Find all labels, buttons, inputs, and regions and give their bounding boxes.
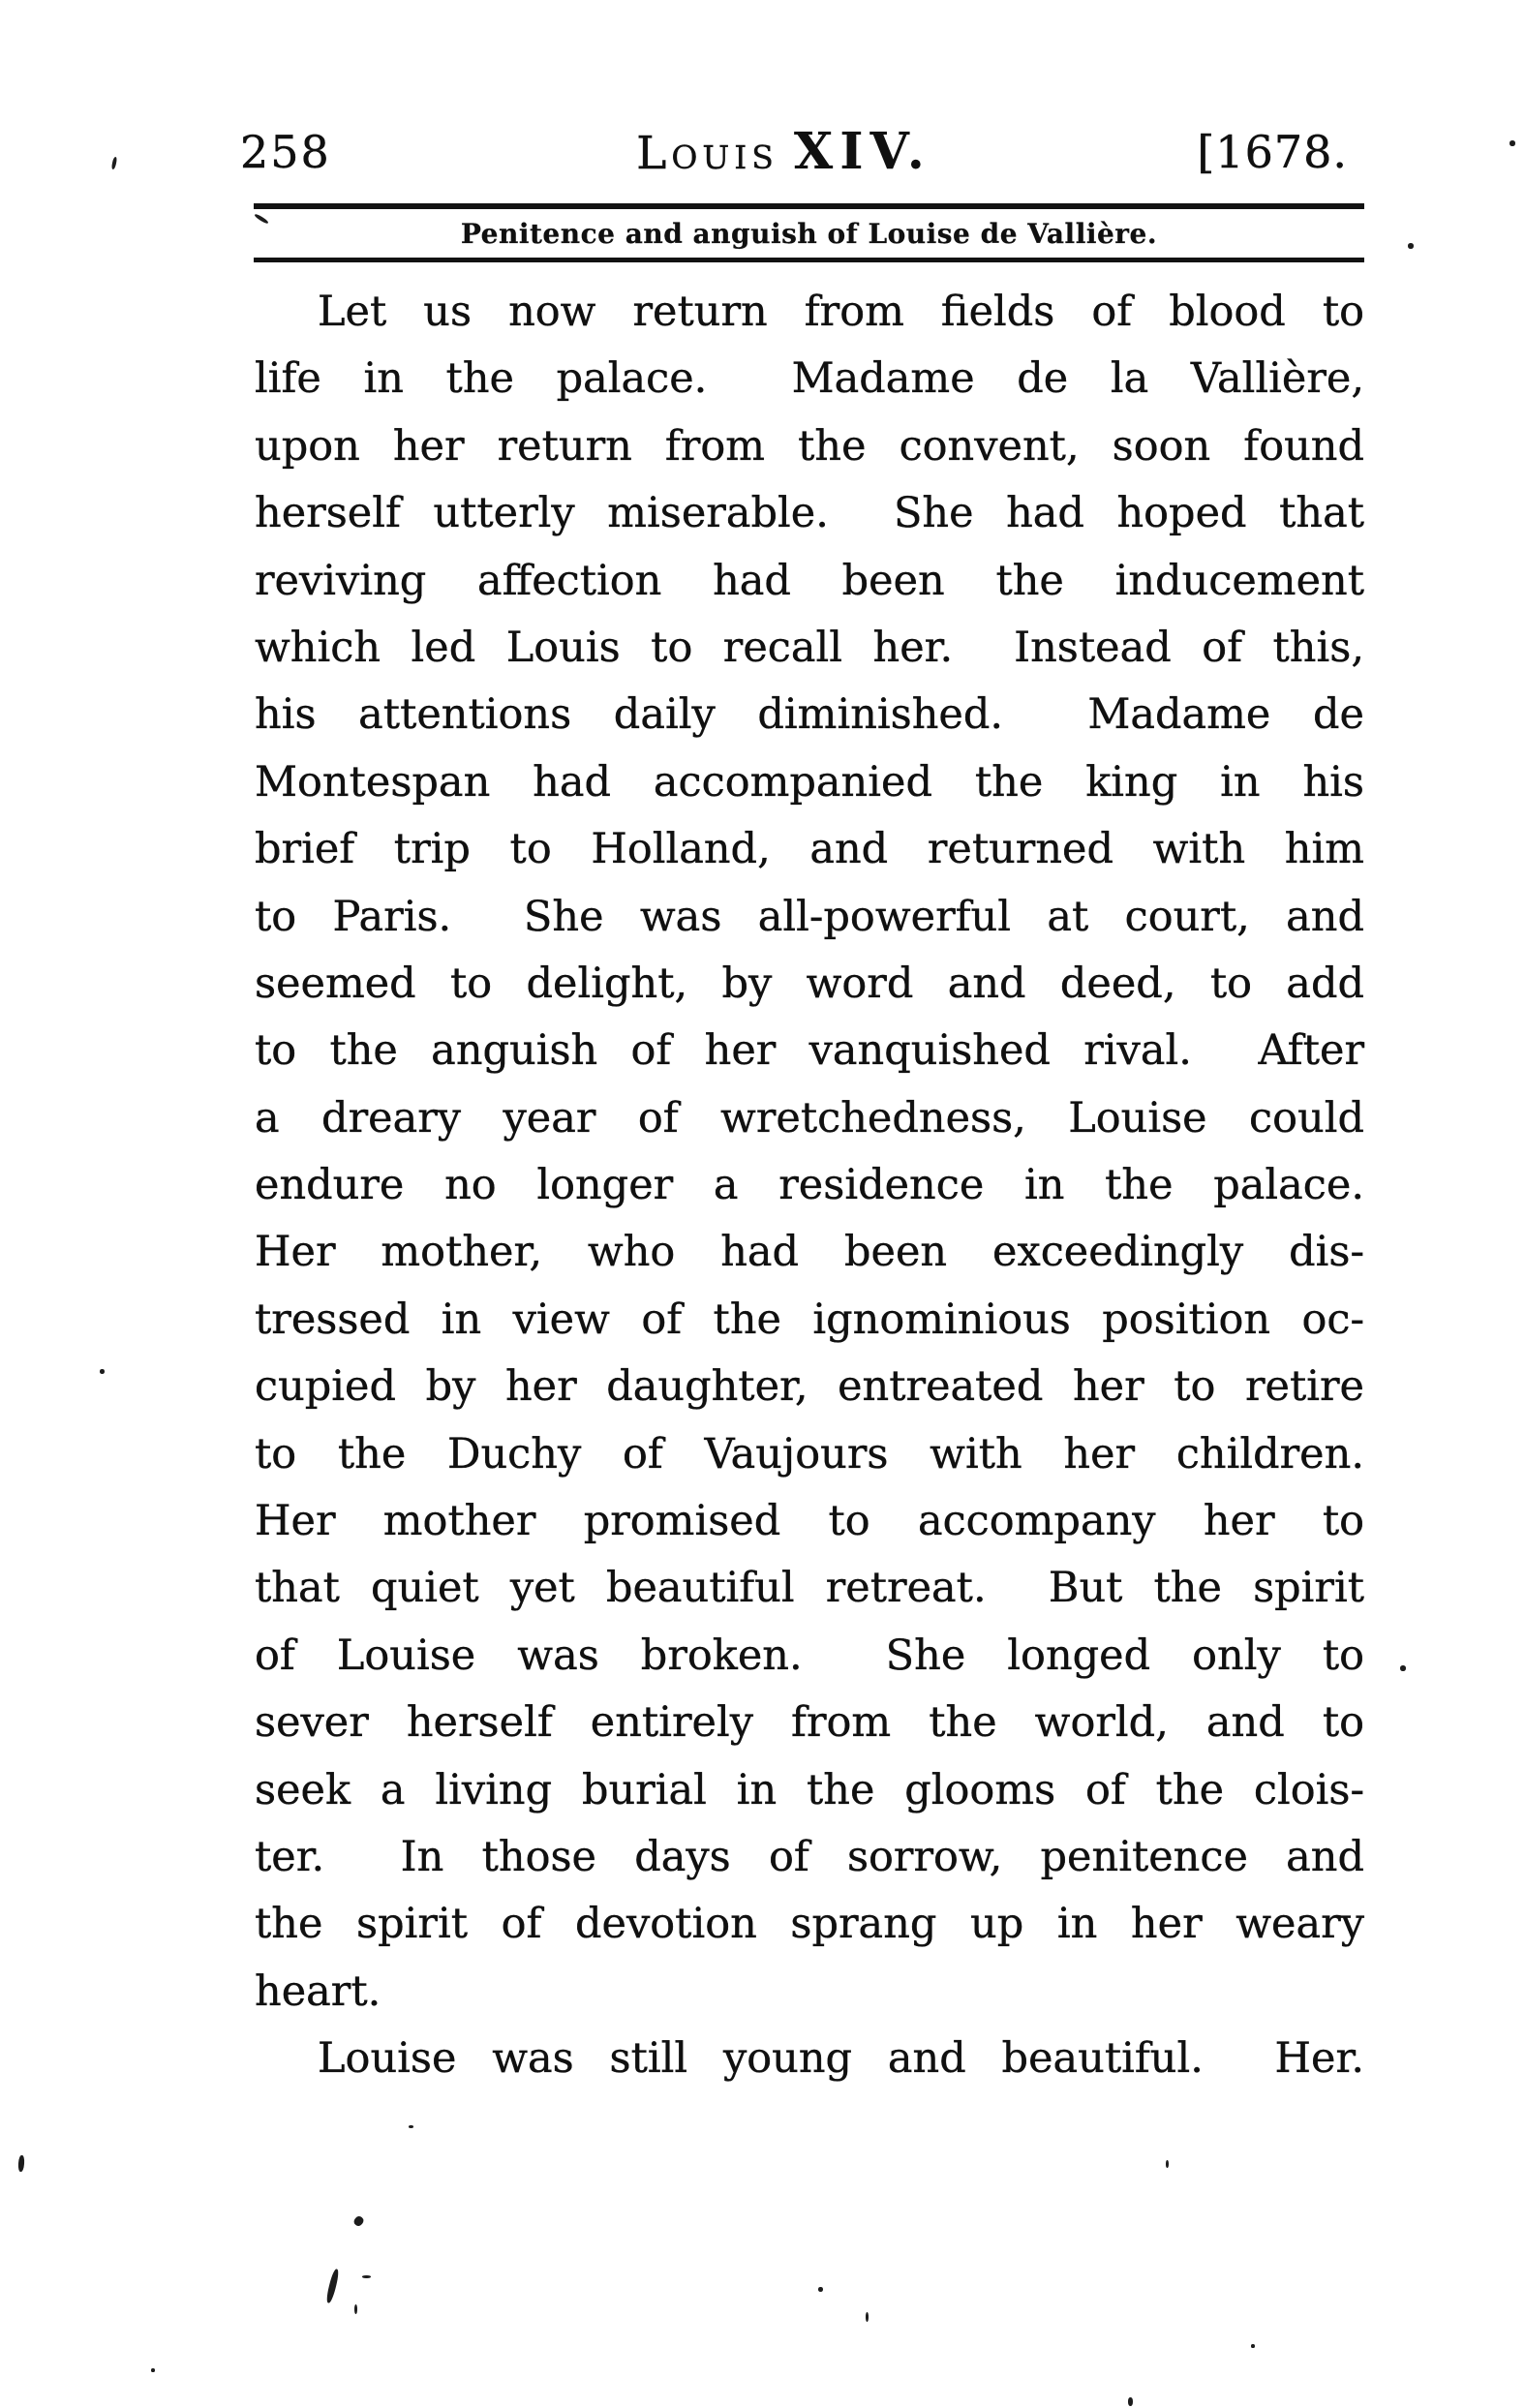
scan-speck bbox=[1510, 140, 1515, 146]
scan-speck bbox=[354, 2304, 357, 2314]
page-number: 258 bbox=[240, 126, 331, 178]
scan-speck bbox=[1166, 2160, 1169, 2168]
scan-speck bbox=[1400, 1665, 1406, 1671]
book-title-numeral: XIV. bbox=[793, 122, 931, 181]
running-header bbox=[0, 122, 1525, 180]
book-title-name: Louis bbox=[636, 127, 778, 180]
scan-speck bbox=[151, 2368, 155, 2372]
text-line: heart. bbox=[255, 1966, 381, 2016]
text-line: that quiet yet beautiful retreat. But the spirit bbox=[255, 1564, 1364, 1613]
text-line: sever herself entirely from the world, and to bbox=[255, 1698, 1364, 1748]
text-line: seemed to delight, by word and deed, to add bbox=[255, 959, 1364, 1008]
section-heading: Penitence and anguish of Louise de Vallière. bbox=[460, 218, 1158, 250]
text-line: reviving affection had been the inducement bbox=[255, 556, 1364, 605]
text-line: to the anguish of her vanquished rival. After bbox=[255, 1026, 1364, 1076]
text-line: his attentions daily diminished. Madame de bbox=[255, 690, 1364, 740]
text-line: Let us now return from fields of blood to bbox=[318, 288, 1364, 336]
heading-rule-bottom bbox=[254, 258, 1364, 262]
text-line: a dreary year of wretchedness, Louise could bbox=[255, 1093, 1364, 1143]
scan-speck bbox=[325, 2269, 341, 2304]
paragraph bbox=[255, 279, 1364, 2026]
text-line: brief trip to Holland, and returned with him bbox=[255, 825, 1364, 874]
text-line: to the Duchy of Vaujours with her children. bbox=[255, 1429, 1364, 1478]
text-line: to Paris. She was all-powerful at court, and bbox=[255, 892, 1364, 941]
scan-speck bbox=[362, 2275, 371, 2278]
scan-speck bbox=[818, 2287, 823, 2292]
text-line: cupied by her daughter, entreated her to retire bbox=[255, 1362, 1364, 1412]
section-heading-band bbox=[254, 203, 1364, 262]
text-line: endure no longer a residence in the palace. bbox=[255, 1161, 1364, 1210]
body-text bbox=[255, 279, 1364, 2093]
scan-speck bbox=[352, 2214, 365, 2227]
text-line: which led Louis to recall her. Instead of this, bbox=[255, 623, 1364, 672]
text-line: of Louise was broken. She longed only to bbox=[255, 1631, 1364, 1680]
text-line: Louise was still young and beautiful. Her. bbox=[318, 2034, 1364, 2084]
text-line: the spirit of devotion sprang up in her weary bbox=[255, 1900, 1364, 1949]
text-line: herself utterly miserable. She had hoped that bbox=[255, 489, 1364, 538]
text-line: tressed in view of the ignominious position oc- bbox=[255, 1295, 1364, 1344]
text-line: life in the palace. Madame de la Vallière, bbox=[255, 354, 1364, 404]
scan-speck bbox=[1128, 2397, 1133, 2406]
text-line: ter. In those days of sorrow, penitence and bbox=[255, 1832, 1364, 1881]
scan-speck bbox=[100, 1369, 105, 1374]
scan-speck bbox=[409, 2125, 413, 2128]
book-title bbox=[636, 122, 931, 181]
text-line: seek a living burial in the glooms of the clois- bbox=[255, 1765, 1364, 1814]
text-line: Her mother, who had been exceedingly dis- bbox=[255, 1228, 1364, 1277]
scan-speck bbox=[1408, 243, 1414, 249]
text-line: Her mother promised to accompany her to bbox=[255, 1497, 1364, 1546]
scan-speck bbox=[17, 2155, 24, 2172]
scan-speck bbox=[866, 2312, 869, 2322]
header-year: [1678. bbox=[1197, 126, 1348, 178]
scan-speck bbox=[1251, 2344, 1255, 2348]
text-line: Montespan had accompanied the king in his bbox=[255, 757, 1364, 807]
paragraph bbox=[255, 2026, 1364, 2092]
text-line: upon her return from the convent, soon found bbox=[255, 421, 1364, 471]
